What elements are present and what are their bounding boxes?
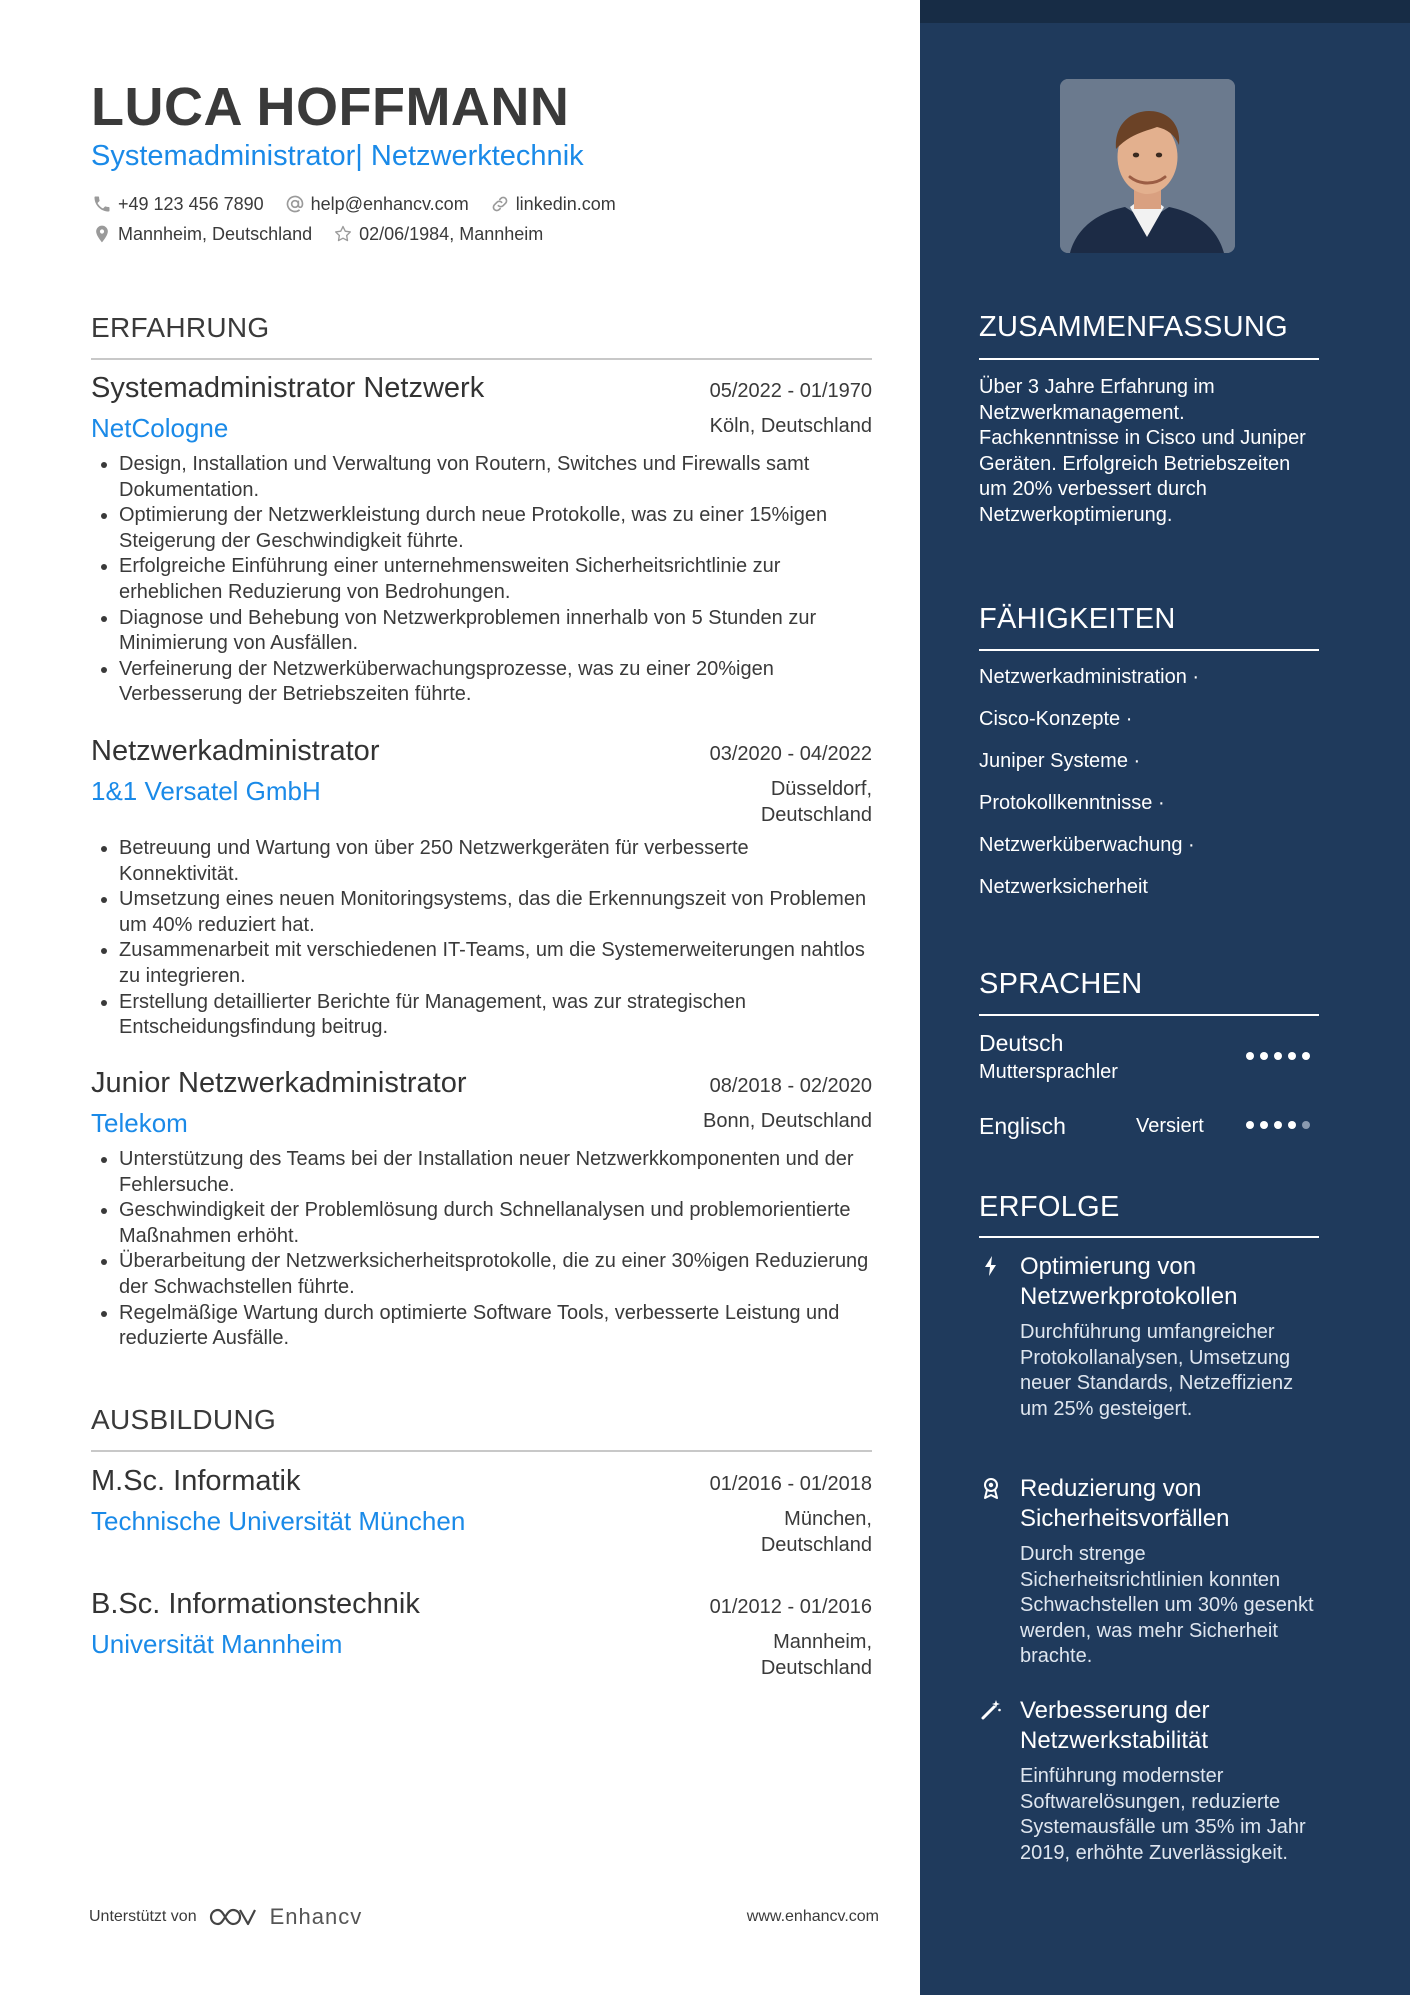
job-entry: [91, 372, 872, 708]
brand-name: Enhancv: [269, 1904, 363, 1929]
job-bullets: [91, 836, 872, 1041]
language-name: Englisch: [979, 1113, 1066, 1139]
education-location-line: Mannheim,: [773, 1631, 872, 1653]
education-location-line: Deutschland: [760, 1657, 872, 1679]
job-company: 1&1 Versatel GmbH: [91, 776, 321, 806]
degree: B.Sc. Informationstechnik: [91, 1588, 420, 1620]
phone-icon: [91, 193, 113, 215]
lightning-icon: [979, 1254, 1003, 1278]
rating-dot-filled: [1288, 1121, 1296, 1129]
skills-divider: [979, 649, 1319, 651]
job-role: Systemadministrator Netzwerk: [91, 372, 485, 404]
rating-dot-filled: [1260, 1121, 1268, 1129]
location-text: Mannheim, Deutschland: [118, 223, 313, 244]
rating-dot-filled: [1246, 1052, 1254, 1060]
school: Technische Universität München: [91, 1506, 466, 1536]
job-location: Bonn, Deutschland: [702, 1110, 872, 1132]
achievement-item: [979, 1696, 1319, 1866]
achievement-title: Optimierung von Netzwerkprotokollen: [1020, 1253, 1238, 1310]
summary-text: Über 3 Jahre Erfahrung im Netzwerkmanagement. Fachkenntnisse in Cisco und Juniper Geräten. Erfolgreich Betriebszeiten um 20% verbessert durch Netzwerkoptimierung.: [979, 376, 1306, 526]
powered-by: [89, 1904, 362, 1930]
language-rating: [1240, 1052, 1310, 1060]
experience-divider: [91, 358, 872, 360]
education-location: [761, 1629, 872, 1681]
job-location-line: Düsseldorf,: [770, 778, 872, 800]
job-entry: [91, 1067, 872, 1352]
contact-link[interactable]: [489, 193, 616, 215]
skill-item: Netzwerkadministration ·: [979, 666, 1200, 688]
job-bullet: • Erfolgreiche Einführung einer unternehmensweiten Sicherheitsrichtlinie zur erheblichen Reduzierung von Bedrohungen.: [119, 554, 872, 605]
email-text[interactable]: help@enhancv.com: [310, 193, 469, 214]
job-role: Netzwerkadministrator: [91, 735, 380, 767]
rating-dot-filled: [1260, 1052, 1268, 1060]
school: Universität Mannheim: [91, 1629, 343, 1659]
achievement-item: [979, 1252, 1319, 1422]
skill-item: Juniper Systeme ·: [979, 750, 1141, 772]
degree: M.Sc. Informatik: [91, 1465, 301, 1497]
job-date: 08/2018 - 02/2020: [709, 1075, 872, 1097]
job-location: Köln, Deutschland: [709, 415, 872, 437]
achievement-description: Einführung modernster Softwarelösungen, reduzierte Systemausfälle um 35% im Jahr 2019, erhöhte Zuverlässigkeit.: [1020, 1765, 1306, 1864]
powered-by-label: Unterstützt von: [89, 1908, 197, 1925]
achievement-title: Reduzierung von Sicherheitsvorfällen: [1020, 1475, 1230, 1532]
at-icon: [284, 193, 306, 215]
job-bullet: • Betreuung und Wartung von über 250 Netzwerkgeräten für verbesserte Konnektivität.: [119, 836, 872, 887]
summary-divider: [979, 358, 1319, 360]
job-bullet: • Regelmäßige Wartung durch optimierte Software Tools, verbesserte Leistung und reduzierte Ausfälle.: [119, 1301, 872, 1352]
summary-heading: ZUSAMMENFASSUNG: [979, 311, 1289, 343]
education-location-line: München,: [784, 1508, 872, 1530]
job-company: Telekom: [91, 1108, 188, 1138]
education-date: 01/2012 - 01/2016: [709, 1596, 872, 1618]
sidebar-top-bar: [920, 0, 1410, 23]
education-divider: [91, 1450, 872, 1452]
rating-dot-filled: [1274, 1052, 1282, 1060]
job-bullet: • Geschwindigkeit der Problemlösung durch Schnellanalysen und problemorientierte Maßnahmen erhöht.: [119, 1198, 872, 1249]
location-pin-icon: [91, 223, 113, 245]
job-bullet: • Unterstützung des Teams bei der Installation neuer Netzwerkkomponenten und der Fehlersuche.: [119, 1147, 872, 1198]
star-icon: [332, 223, 354, 245]
profile-photo: [1060, 79, 1235, 253]
rating-dot-filled: [1302, 1052, 1310, 1060]
contact-row-2: [91, 223, 563, 245]
job-bullet: • Zusammenarbeit mit verschiedenen IT-Teams, um die Systemerweiterungen nahtlos zu integrieren.: [119, 938, 872, 989]
magic-wand-icon: [979, 1698, 1003, 1722]
job-bullet: • Überarbeitung der Netzwerksicherheitsprotokolle, die zu einer 30%igen Reduzierung der Schwachstellen führte.: [119, 1249, 872, 1300]
achievements-divider: [979, 1236, 1319, 1238]
contact-phone: [91, 193, 264, 215]
job-company: NetCologne: [91, 413, 229, 443]
phone-text: +49 123 456 7890: [118, 193, 264, 214]
skill-item: Netzwerküberwachung ·: [979, 834, 1195, 856]
award-icon: [979, 1476, 1003, 1500]
contact-row-1: [91, 193, 636, 215]
job-bullet: • Umsetzung eines neuen Monitoringsystems, das die Erkennungszeit von Problemen um 40% reduziert hat.: [119, 887, 872, 938]
enhancv-logo-icon: [207, 1904, 257, 1930]
rating-dot-empty: [1302, 1121, 1310, 1129]
job-bullet: • Erstellung detaillierter Berichte für Management, was zur strategischen Entscheidungsfindung beitrug.: [119, 990, 872, 1041]
language-level: Versiert: [1136, 1115, 1204, 1137]
rating-dot-filled: [1274, 1121, 1282, 1129]
candidate-name: LUCA HOFFMANN: [91, 77, 570, 137]
language-name: Deutsch: [979, 1030, 1064, 1056]
job-bullets: [91, 452, 872, 708]
language-rating: [1240, 1121, 1310, 1129]
job-date: 05/2022 - 01/1970: [709, 380, 872, 402]
website-link[interactable]: www.enhancv.com: [746, 1908, 879, 1925]
achievement-title: Verbesserung der Netzwerkstabilität: [1020, 1697, 1210, 1754]
languages-heading: SPRACHEN: [979, 968, 1143, 1000]
footer: [89, 1904, 879, 1930]
link-icon: [489, 193, 511, 215]
job-role: Junior Netzwerkadministrator: [91, 1067, 467, 1099]
achievement-item: [979, 1474, 1319, 1670]
job-bullet: • Optimierung der Netzwerkleistung durch neue Protokolle, was zu einer 15%igen Steigerung der Geschwindigkeit führte.: [119, 503, 872, 554]
job-entry: [91, 735, 872, 1041]
job-bullet: • Diagnose und Behebung von Netzwerkproblemen innerhalb von 5 Stunden zur Minimierung von Ausfällen.: [119, 606, 872, 657]
language-level: Muttersprachler: [979, 1061, 1118, 1083]
candidate-title: Systemadministrator| Netzwerktechnik: [91, 140, 584, 172]
link-text[interactable]: linkedin.com: [515, 193, 616, 214]
portrait-illustration: [1060, 79, 1235, 253]
contact-location: [91, 223, 312, 245]
skills-heading: FÄHIGKEITEN: [979, 603, 1176, 635]
skill-item: Protokollkenntnisse ·: [979, 792, 1165, 814]
education-entry: [91, 1465, 872, 1558]
job-bullets: [91, 1147, 872, 1352]
rating-dot-filled: [1246, 1121, 1254, 1129]
job-bullet: • Verfeinerung der Netzwerküberwachungsprozesse, was zu einer 20%igen Verbesserung der Betriebszeiten führte.: [119, 657, 872, 708]
education-entry: [91, 1588, 872, 1681]
education-location: [761, 1506, 872, 1558]
job-bullet: • Design, Installation und Verwaltung von Routern, Switches und Firewalls samt Dokumentation.: [119, 452, 872, 503]
skill-item: Netzwerksicherheit: [979, 876, 1148, 898]
achievements-heading: ERFOLGE: [979, 1191, 1120, 1223]
skill-item: Cisco-Konzepte ·: [979, 708, 1133, 730]
education-heading: AUSBILDUNG: [91, 1404, 277, 1435]
job-location-line: Deutschland: [760, 804, 872, 826]
job-date: 03/2020 - 04/2022: [709, 743, 872, 765]
achievement-description: Durchführung umfangreicher Protokollanalysen, Umsetzung neuer Standards, Netzeffizienz um 25% gesteigert.: [1020, 1321, 1294, 1420]
education-location-line: Deutschland: [760, 1534, 872, 1556]
job-location: [761, 776, 872, 828]
rating-dot-filled: [1288, 1052, 1296, 1060]
experience-heading: ERFAHRUNG: [91, 312, 270, 343]
birth-text: 02/06/1984, Mannheim: [359, 223, 544, 244]
languages-divider: [979, 1014, 1319, 1016]
contact-birth: [332, 223, 543, 245]
achievement-description: Durch strenge Sicherheitsrichtlinien konnten Schwachstellen um 30% gesenkt werden, was mehr Sicherheit brachte.: [1020, 1543, 1314, 1668]
education-date: 01/2016 - 01/2018: [709, 1473, 872, 1495]
contact-email[interactable]: [284, 193, 469, 215]
